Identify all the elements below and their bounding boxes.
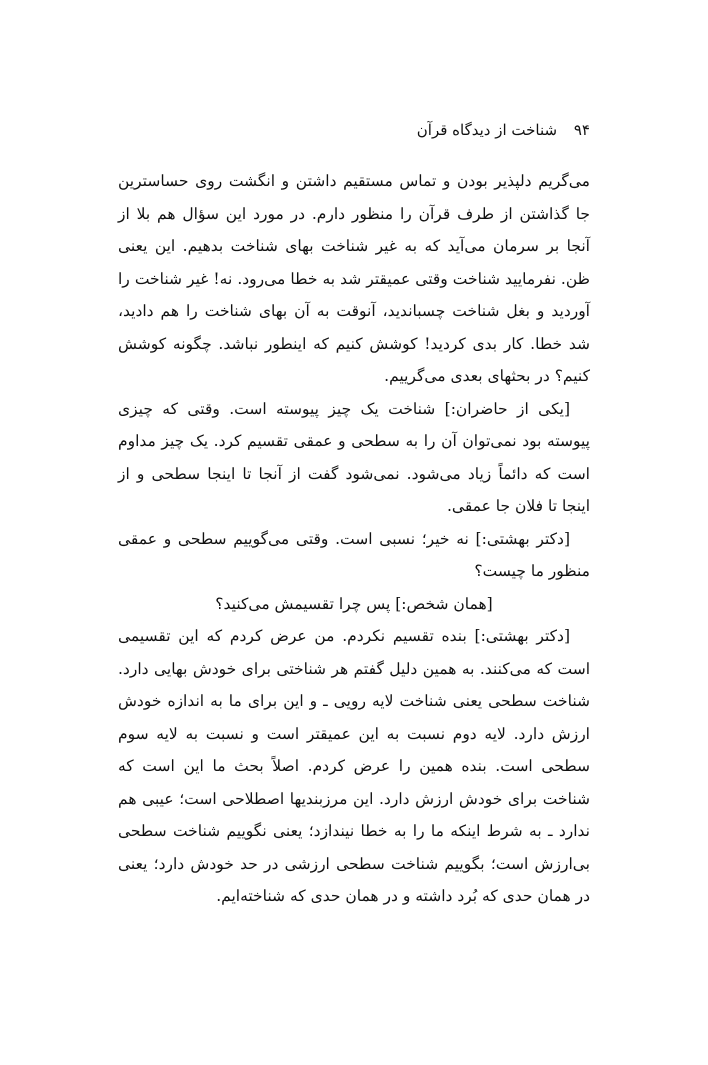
running-header (417, 118, 590, 142)
paragraph: [دکتر بهشتی:] بنده تقسیم نکردم. من عرض کردم که این تقسیمی است که می‌کنند. به همین دلیل گفتم هر شناختی برای خودش بهایی دارد. شناخت سطحی یعنی شناخت لایه رویی ـ و این برای ما به اندازه خودش ارزش دارد. لایه دوم نسبت به این عمیقتر است و نسبت به لایه سوم سطحی است. بنده همین را عرض کردم. اصلاً بحث ما این است که شناخت برای خودش ارزش دارد. این مرزبندیها اصطلاحی است؛ عیبی هم ندارد ـ به شرط اینکه ما را به خطا نیندازد؛ یعنی نگوییم شناخت سطحی بی‌ارزش است؛ بگوییم شناخت سطحی ارزشی در حد خودش دارد؛ یعنی در همان حدی که بُرد داشته و در همان حدی که شناخته‌ایم. (118, 627, 590, 905)
paragraph: [یکی از حاضران:] شناخت یک چیز پیوسته است. وقتی که چیزی پیوسته بود نمی‌توان آن را به سطحی و عمقی تقسیم کرد. یک چیز مداوم است که دائماً زیاد می‌شود. نمی‌شود گفت از آنجا تا اینجا سطحی و از اینجا تا فلان جا عمقی. (118, 399, 590, 515)
paragraph: [همان شخص:] پس چرا تقسیمش می‌کنید؟ (215, 594, 493, 613)
running-title: شناخت از دیدگاه قرآن (416, 121, 558, 139)
paragraph: می‌گریم دلپذیر بودن و تماس مستقیم داشتن و انگشت روی حساسترین جا گذاشتن از طرف قرآن را منظور دارم. در مورد این سؤال هم بلا از آنجا بر سرمان می‌آید که به غیر شناخت بهای شناخت بدهیم. این یعنی ظن. نفرمایید شناخت وقتی عمیقتر شد به خطا می‌رود. نه! غیر شناخت را آوردید و بغل شناخت چسباندید، آنوقت به آن بهای شناخت را هم دادید، شد خطا. کار بدی کردید! کوشش کنیم که اینطور نباشد. چگونه کوشش کنیم؟ در بحثهای بعدی می‌گرییم. (118, 172, 590, 385)
paragraph: [دکتر بهشتی:] نه خیر؛ نسبی است. وقتی می‌گوییم سطحی و عمقی منظور ما چیست؟ (118, 529, 590, 580)
page-body (118, 165, 590, 913)
page-number: ۹۴ (573, 121, 590, 139)
